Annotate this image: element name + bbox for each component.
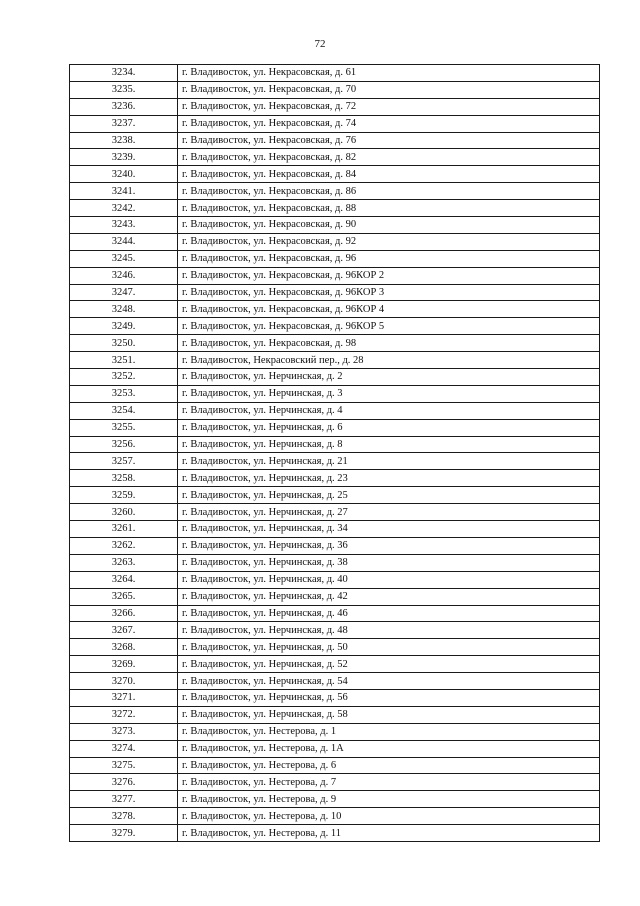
- row-number-cell: 3257.: [70, 453, 178, 470]
- row-number-cell: 3277.: [70, 791, 178, 808]
- table-row: [70, 757, 600, 774]
- row-number-cell: 3244.: [70, 233, 178, 250]
- table-row: [70, 149, 600, 166]
- row-number-cell: 3275.: [70, 757, 178, 774]
- table-row: [70, 65, 600, 82]
- table-row: [70, 166, 600, 183]
- address-cell: г. Владивосток, ул. Нерчинская, д. 3: [178, 385, 600, 402]
- table-row: [70, 554, 600, 571]
- table-row: [70, 673, 600, 690]
- row-number-cell: 3269.: [70, 656, 178, 673]
- address-cell: г. Владивосток, ул. Нерчинская, д. 56: [178, 689, 600, 706]
- row-number-cell: 3237.: [70, 115, 178, 132]
- address-cell: г. Владивосток, ул. Нестерова, д. 1А: [178, 740, 600, 757]
- address-cell: г. Владивосток, ул. Некрасовская, д. 96КОР 3: [178, 284, 600, 301]
- table-row: [70, 521, 600, 538]
- address-cell: г. Владивосток, ул. Нерчинская, д. 52: [178, 656, 600, 673]
- table-row: [70, 267, 600, 284]
- row-number-cell: 3261.: [70, 521, 178, 538]
- row-number-cell: 3251.: [70, 352, 178, 369]
- row-number-cell: 3258.: [70, 470, 178, 487]
- row-number-cell: 3253.: [70, 385, 178, 402]
- address-cell: г. Владивосток, ул. Некрасовская, д. 84: [178, 166, 600, 183]
- address-cell: г. Владивосток, ул. Нерчинская, д. 25: [178, 487, 600, 504]
- row-number-cell: 3274.: [70, 740, 178, 757]
- address-cell: г. Владивосток, ул. Нерчинская, д. 46: [178, 605, 600, 622]
- row-number-cell: 3247.: [70, 284, 178, 301]
- table-row: [70, 132, 600, 149]
- row-number-cell: 3239.: [70, 149, 178, 166]
- address-cell: г. Владивосток, ул. Нерчинская, д. 4: [178, 402, 600, 419]
- address-cell: г. Владивосток, ул. Некрасовская, д. 86: [178, 183, 600, 200]
- row-number-cell: 3248.: [70, 301, 178, 318]
- row-number-cell: 3276.: [70, 774, 178, 791]
- table-row: [70, 808, 600, 825]
- row-number-cell: 3271.: [70, 689, 178, 706]
- address-table-body: [70, 65, 600, 842]
- address-cell: г. Владивосток, Некрасовский пер., д. 28: [178, 352, 600, 369]
- table-row: [70, 419, 600, 436]
- table-row: [70, 537, 600, 554]
- table-row: [70, 217, 600, 234]
- address-cell: г. Владивосток, ул. Некрасовская, д. 88: [178, 200, 600, 217]
- address-table: [69, 64, 600, 842]
- row-number-cell: 3254.: [70, 402, 178, 419]
- table-row: [70, 656, 600, 673]
- address-cell: г. Владивосток, ул. Некрасовская, д. 92: [178, 233, 600, 250]
- row-number-cell: 3234.: [70, 65, 178, 82]
- row-number-cell: 3236.: [70, 98, 178, 115]
- table-row: [70, 723, 600, 740]
- table-row: [70, 115, 600, 132]
- address-cell: г. Владивосток, ул. Нерчинская, д. 38: [178, 554, 600, 571]
- table-row: [70, 605, 600, 622]
- address-cell: г. Владивосток, ул. Некрасовская, д. 76: [178, 132, 600, 149]
- address-cell: г. Владивосток, ул. Некрасовская, д. 82: [178, 149, 600, 166]
- table-row: [70, 706, 600, 723]
- address-cell: г. Владивосток, ул. Нерчинская, д. 27: [178, 504, 600, 521]
- table-row: [70, 98, 600, 115]
- address-cell: г. Владивосток, ул. Нерчинская, д. 23: [178, 470, 600, 487]
- table-row: [70, 588, 600, 605]
- address-cell: г. Владивосток, ул. Нерчинская, д. 50: [178, 639, 600, 656]
- table-row: [70, 81, 600, 98]
- table-row: [70, 369, 600, 386]
- row-number-cell: 3278.: [70, 808, 178, 825]
- row-number-cell: 3260.: [70, 504, 178, 521]
- row-number-cell: 3265.: [70, 588, 178, 605]
- address-cell: г. Владивосток, ул. Некрасовская, д. 74: [178, 115, 600, 132]
- address-cell: г. Владивосток, ул. Нерчинская, д. 6: [178, 419, 600, 436]
- address-cell: г. Владивосток, ул. Нерчинская, д. 21: [178, 453, 600, 470]
- row-number-cell: 3238.: [70, 132, 178, 149]
- address-cell: г. Владивосток, ул. Нестерова, д. 9: [178, 791, 600, 808]
- row-number-cell: 3272.: [70, 706, 178, 723]
- address-cell: г. Владивосток, ул. Некрасовская, д. 96КОР 4: [178, 301, 600, 318]
- address-cell: г. Владивосток, ул. Некрасовская, д. 98: [178, 335, 600, 352]
- row-number-cell: 3266.: [70, 605, 178, 622]
- address-cell: г. Владивосток, ул. Нерчинская, д. 40: [178, 571, 600, 588]
- table-row: [70, 352, 600, 369]
- table-row: [70, 791, 600, 808]
- row-number-cell: 3273.: [70, 723, 178, 740]
- address-cell: г. Владивосток, ул. Нестерова, д. 11: [178, 825, 600, 842]
- table-row: [70, 318, 600, 335]
- table-row: [70, 740, 600, 757]
- row-number-cell: 3255.: [70, 419, 178, 436]
- table-row: [70, 470, 600, 487]
- row-number-cell: 3279.: [70, 825, 178, 842]
- table-row: [70, 284, 600, 301]
- address-cell: г. Владивосток, ул. Некрасовская, д. 70: [178, 81, 600, 98]
- row-number-cell: 3262.: [70, 537, 178, 554]
- row-number-cell: 3270.: [70, 673, 178, 690]
- address-cell: г. Владивосток, ул. Нестерова, д. 1: [178, 723, 600, 740]
- address-cell: г. Владивосток, ул. Нестерова, д. 10: [178, 808, 600, 825]
- table-row: [70, 622, 600, 639]
- address-cell: г. Владивосток, ул. Некрасовская, д. 96КОР 2: [178, 267, 600, 284]
- address-cell: г. Владивосток, ул. Некрасовская, д. 96: [178, 250, 600, 267]
- table-row: [70, 571, 600, 588]
- row-number-cell: 3250.: [70, 335, 178, 352]
- table-row: [70, 504, 600, 521]
- address-cell: г. Владивосток, ул. Нерчинская, д. 8: [178, 436, 600, 453]
- address-cell: г. Владивосток, ул. Некрасовская, д. 61: [178, 65, 600, 82]
- table-row: [70, 200, 600, 217]
- table-row: [70, 825, 600, 842]
- row-number-cell: 3264.: [70, 571, 178, 588]
- address-cell: г. Владивосток, ул. Некрасовская, д. 72: [178, 98, 600, 115]
- row-number-cell: 3241.: [70, 183, 178, 200]
- table-row: [70, 689, 600, 706]
- table-row: [70, 233, 600, 250]
- table-row: [70, 639, 600, 656]
- address-cell: г. Владивосток, ул. Нестерова, д. 7: [178, 774, 600, 791]
- address-cell: г. Владивосток, ул. Нерчинская, д. 34: [178, 521, 600, 538]
- table-row: [70, 250, 600, 267]
- table-row: [70, 335, 600, 352]
- table-row: [70, 385, 600, 402]
- row-number-cell: 3256.: [70, 436, 178, 453]
- row-number-cell: 3259.: [70, 487, 178, 504]
- table-row: [70, 774, 600, 791]
- table-row: [70, 436, 600, 453]
- address-cell: г. Владивосток, ул. Нерчинская, д. 54: [178, 673, 600, 690]
- table-row: [70, 301, 600, 318]
- row-number-cell: 3235.: [70, 81, 178, 98]
- table-row: [70, 402, 600, 419]
- row-number-cell: 3267.: [70, 622, 178, 639]
- address-cell: г. Владивосток, ул. Некрасовская, д. 96КОР 5: [178, 318, 600, 335]
- row-number-cell: 3246.: [70, 267, 178, 284]
- table-row: [70, 183, 600, 200]
- row-number-cell: 3263.: [70, 554, 178, 571]
- row-number-cell: 3249.: [70, 318, 178, 335]
- address-cell: г. Владивосток, ул. Некрасовская, д. 90: [178, 217, 600, 234]
- address-cell: г. Владивосток, ул. Нерчинская, д. 58: [178, 706, 600, 723]
- row-number-cell: 3252.: [70, 369, 178, 386]
- row-number-cell: 3240.: [70, 166, 178, 183]
- page-number: 72: [314, 38, 326, 50]
- address-cell: г. Владивосток, ул. Нестерова, д. 6: [178, 757, 600, 774]
- address-cell: г. Владивосток, ул. Нерчинская, д. 2: [178, 369, 600, 386]
- address-cell: г. Владивосток, ул. Нерчинская, д. 42: [178, 588, 600, 605]
- row-number-cell: 3268.: [70, 639, 178, 656]
- row-number-cell: 3243.: [70, 217, 178, 234]
- table-row: [70, 487, 600, 504]
- row-number-cell: 3242.: [70, 200, 178, 217]
- address-cell: г. Владивосток, ул. Нерчинская, д. 48: [178, 622, 600, 639]
- address-cell: г. Владивосток, ул. Нерчинская, д. 36: [178, 537, 600, 554]
- table-row: [70, 453, 600, 470]
- row-number-cell: 3245.: [70, 250, 178, 267]
